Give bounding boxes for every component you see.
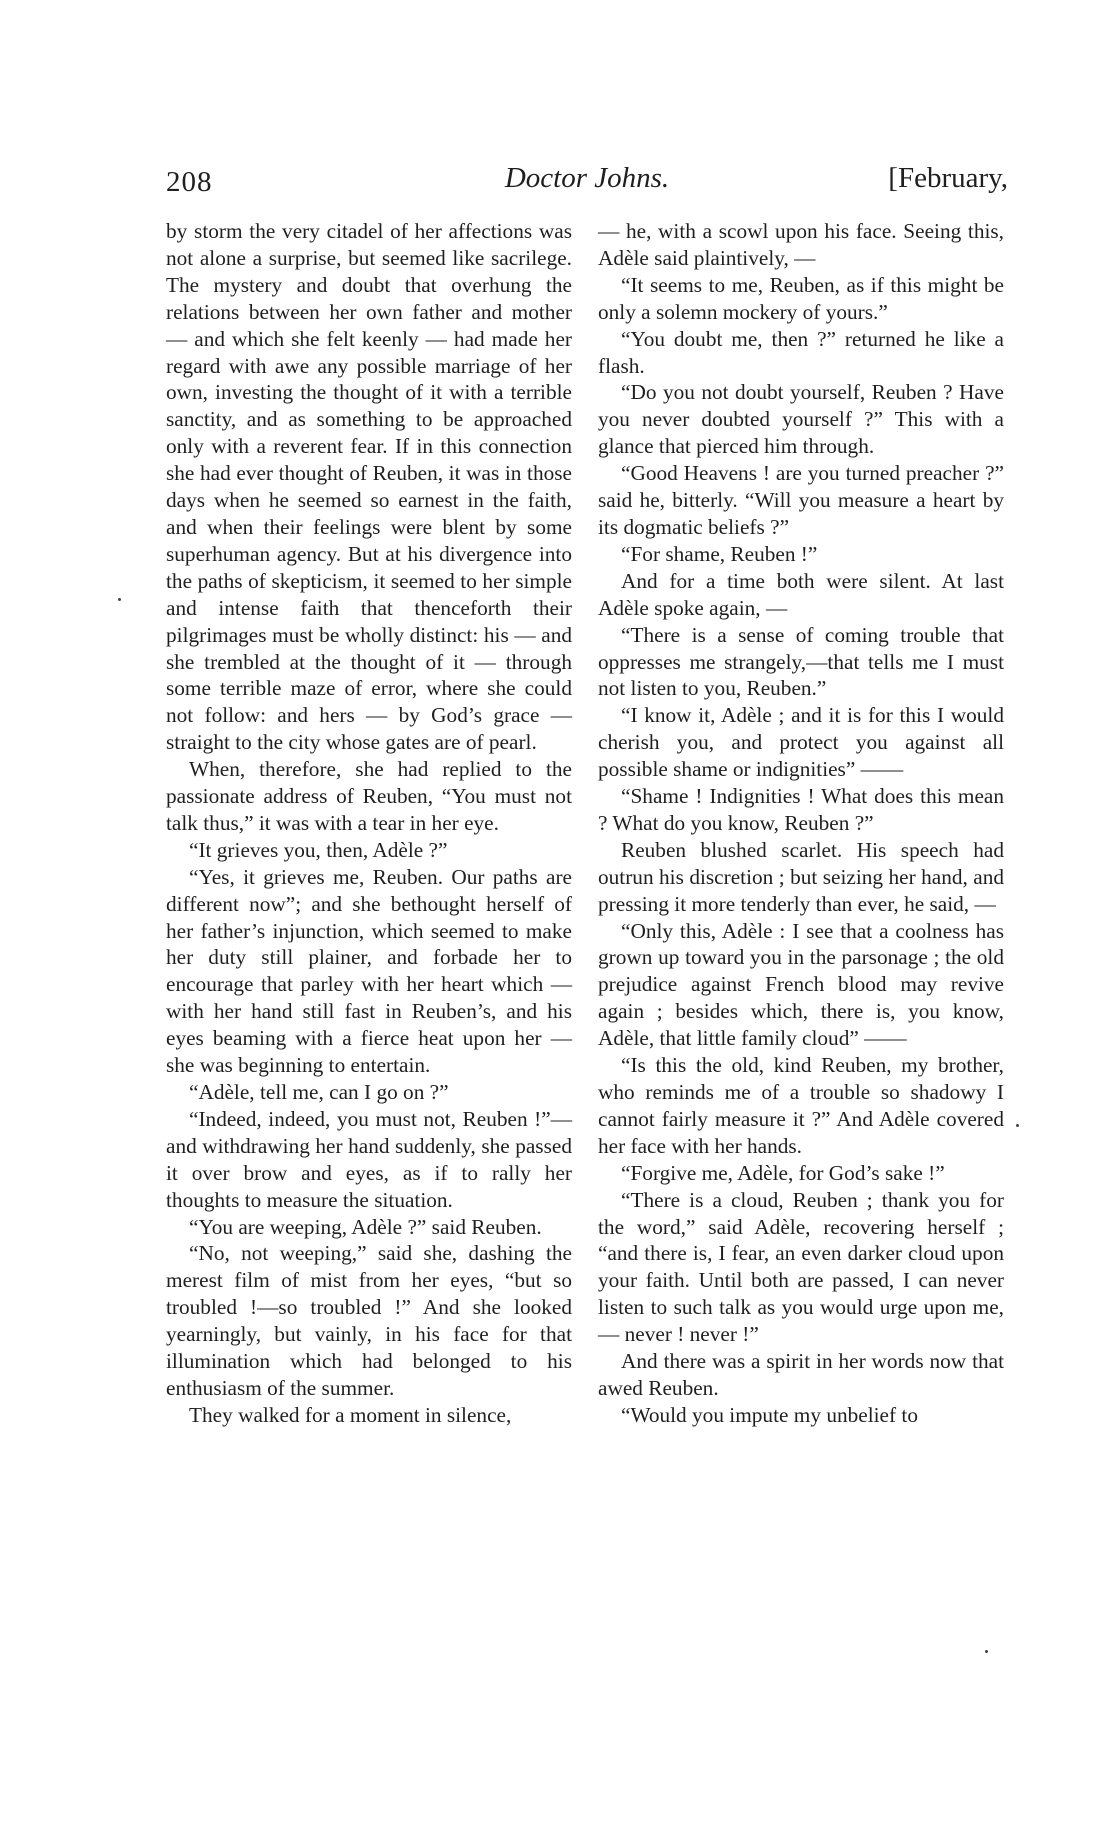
paragraph: Reuben blushed scarlet. His speech had outrun his discretion ; but seizing her hand, and pressing it more tenderly than ever, he said, —: [598, 837, 1004, 916]
running-title: Doctor Johns.: [504, 162, 670, 194]
paragraph: They walked for a moment in silence,: [189, 1402, 512, 1427]
paragraph: “Good Heavens ! are you turned preacher ?” said he, bitterly. “Will you measure a heart by its dogmatic beliefs ?”: [598, 461, 1004, 539]
ink-speck: [118, 598, 121, 601]
paragraph: And there was a spirit in her words now that awed Reuben.: [598, 1349, 1004, 1400]
paragraph: “Adèle, tell me, can I go on ?”: [189, 1080, 449, 1104]
paragraph: “I know it, Adèle ; and it is for this I would cherish you, and protect you against all possible shame or indignities” ——: [598, 703, 1004, 782]
paragraph: “For shame, Reuben !”: [621, 541, 818, 566]
paragraph: “Indeed, indeed, you must not, Reuben !”—and withdrawing her hand suddenly, she passed it over brow and eyes, as if to rally her thoughts to measure the situation.: [166, 1106, 572, 1212]
paragraph: When, therefore, she had replied to the passionate address of Reuben, “You must not talk thus,” it was with a tear in her eye.: [166, 757, 572, 835]
paragraph: — he, with a scowl upon his face. Seeing this, Adèle said plaintively, —: [598, 219, 1004, 270]
paragraph: And for a time both were silent. At last Adèle spoke again, —: [598, 568, 1004, 620]
paragraph: “You are weeping, Adèle ?” said Reuben.: [189, 1214, 542, 1239]
paragraph: by storm the very citadel of her affections was not alone a surprise, but seemed like sacrilege. The mystery and doubt that overhung the relations between her own father and mother — and which she felt keenly — had made her regard with awe any possible marriage of her own, investing the thought of it with a terrible sanctity, and as something to be approached only with a reverent fear. If in this connection she had ever thought of Reuben, it was in those days when he seemed so earnest in the faith, and when their feelings were blent by some superhuman agency. But at his divergence into the paths of skepticism, it seemed to her simple and intense faith that thenceforth their pilgrimages must be wholly distinct: his — and she trembled at the thought of it — through some terrible maze of error, where she could not follow: and hers — by God’s grace — straight to the city whose gates are of pearl.: [166, 219, 572, 755]
paragraph: “There is a sense of coming trouble that oppresses me strangely,—that tells me I must not listen to you, Reuben.”: [598, 622, 1004, 701]
page-number: 208: [166, 166, 213, 198]
left-column: [166, 218, 572, 1429]
ink-speck: [1016, 1124, 1019, 1127]
paragraph: “You doubt me, then ?” returned he like a flash.: [598, 326, 1004, 378]
paragraph: “It grieves you, then, Adèle ?”: [189, 837, 448, 862]
paragraph: “Would you impute my unbelief to: [621, 1402, 918, 1427]
paragraph: “It seems to me, Reuben, as if this might be only a solemn mockery of yours.”: [598, 272, 1004, 324]
ink-speck: [985, 1650, 988, 1653]
paragraph: “Yes, it grieves me, Reuben. Our paths are different now”; and she bethought herself of her father’s injunction, which seemed to make her duty still plainer, and forbade her to encourage that parley with her heart which — with her hand still fast in Reuben’s, and his eyes beaming with a fierce heat upon her — she was beginning to entertain.: [166, 864, 572, 1078]
paragraph: “There is a cloud, Reuben ; thank you for the word,” said Adèle, recovering herself ; “and there is, I fear, an even darker cloud upon your faith. Until both are passed, I can never listen to such talk as you would urge upon me, — never ! never !”: [598, 1187, 1004, 1347]
paragraph: “No, not weeping,” said she, dashing the merest film of mist from her eyes, “but so troubled !—so troubled !” And she looked yearningly, but vainly, in his face for that illumination which had belonged to his enthusiasm of the summer.: [166, 1241, 572, 1400]
right-column: [598, 218, 1004, 1429]
paragraph: “Shame ! Indignities ! What does this mean ? What do you know, Reuben ?”: [598, 784, 1004, 835]
paragraph: “Forgive me, Adèle, for God’s sake !”: [621, 1160, 945, 1185]
running-header: [166, 158, 1008, 206]
paragraph: “Only this, Adèle : I see that a coolness has grown up toward you in the parsonage ; the old prejudice against French blood may revive again ; besides which, there is, you know, Adèle, that little family cloud” ——: [598, 918, 1004, 1051]
running-date: [February,: [888, 162, 1008, 194]
paragraph: “Is this the old, kind Reuben, my brother, who reminds me of a trouble so shadowy I cannot fairly measure it ?” And Adèle covered her face with her hands.: [598, 1053, 1004, 1158]
paragraph: “Do you not doubt yourself, Reuben ? Have you never doubted yourself ?” This with a glance that pierced him through.: [598, 380, 1004, 459]
